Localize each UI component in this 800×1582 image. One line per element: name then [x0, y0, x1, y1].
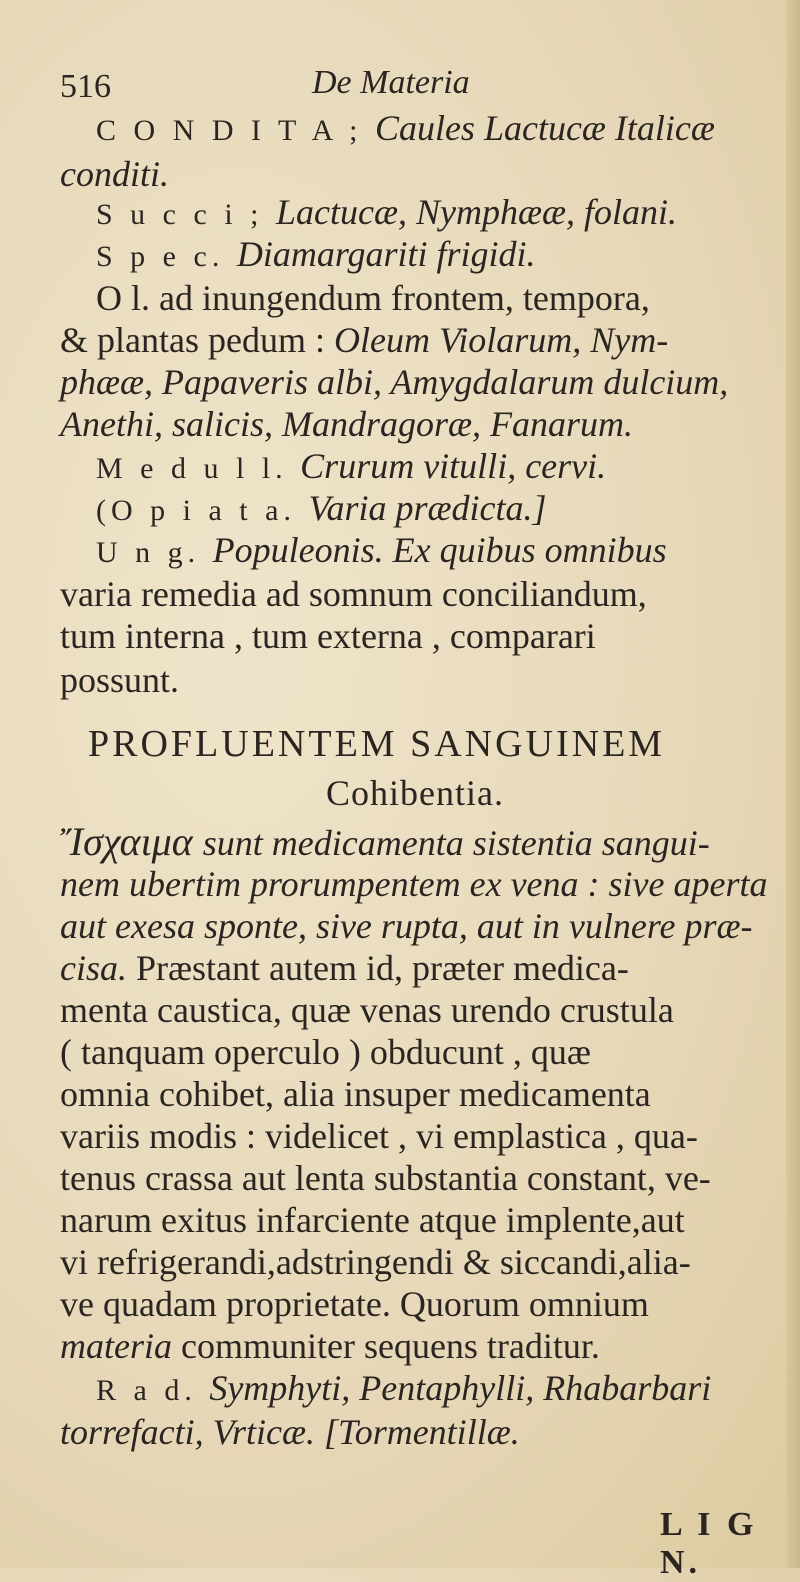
line-italic: sunt medicamenta sistentia sangui- [202, 823, 710, 863]
greek-word: Ἴσχαιμα [60, 819, 203, 864]
text-line [60, 1324, 800, 1368]
text-line [96, 1366, 800, 1413]
line-italic: Populeonis. Ex quibus omnibus [212, 530, 667, 570]
line-roman: Præstant autem id, præter medica- [127, 948, 629, 988]
text-line [60, 946, 800, 990]
line-lead: S p e c. [96, 240, 237, 273]
text-line [60, 1240, 800, 1284]
line-italic: Diamargariti frigidi. [236, 234, 536, 274]
line-italic: cisa. [60, 948, 127, 988]
catchword: L I G N. [660, 1506, 758, 1581]
line-italic: phææ, Papaveris albi, Amygdalarum dulcium, [60, 362, 729, 402]
line-italic: nem ubertim prorumpentem ex vena : sive aperta [60, 864, 768, 904]
text-line [60, 1030, 800, 1074]
line-italic: conditi. [60, 154, 169, 194]
text-line [60, 904, 800, 948]
running-head: De Materia [312, 64, 470, 101]
text-line [96, 232, 800, 279]
line-roman: ve quadam proprietate. Quorum omnium [60, 1284, 649, 1324]
text-line [96, 528, 800, 575]
line-italic: torrefacti, Vrticæ. [Tormentillæ. [60, 1412, 520, 1452]
text-line [60, 1282, 800, 1326]
page-number: 516 [60, 68, 111, 105]
text-line [96, 276, 800, 320]
line-italic: Caules Lactucæ Italicæ [374, 108, 715, 148]
line-roman: variis modis : videlicet , vi emplastica , qua- [60, 1116, 698, 1156]
line-italic: materia [60, 1326, 172, 1366]
line-lead: C O N D I T A ; [96, 114, 375, 147]
line-italic: Symphyti, Pentaphylli, Rhabarbari [209, 1368, 712, 1408]
line-roman: communiter sequens traditur. [172, 1326, 600, 1366]
line-lead: S u c c i ; [96, 198, 276, 231]
text-line [60, 1156, 800, 1200]
text-line [96, 106, 800, 153]
text-line [60, 1114, 800, 1158]
text-line [96, 444, 800, 491]
text-line [60, 1198, 800, 1242]
section-title: PROFLUENTEM SANGUINEM [88, 723, 666, 765]
line-italic: aut exesa sponte, sive rupta, aut in vulnere præ- [60, 906, 753, 946]
text-line [96, 486, 800, 533]
line-italic: Lactucæ, Nymphææ, folani. [276, 192, 678, 232]
text-line [60, 360, 800, 404]
text-line [60, 988, 800, 1032]
line-roman: omnia cohibet, alia insuper medicamenta [60, 1074, 651, 1114]
line-roman: O l. ad inungendum frontem, tempora, [96, 278, 650, 318]
text-line [60, 318, 800, 362]
text-line [60, 402, 800, 446]
line-roman: narum exitus infarciente atque implente,aut [60, 1200, 685, 1240]
line-italic: Oleum Violarum, Nym- [333, 320, 669, 360]
text-line [96, 190, 800, 237]
text-line [60, 1072, 800, 1116]
text-line [60, 614, 800, 658]
line-roman: tenus crassa aut lenta substantia constant, ve- [60, 1158, 711, 1198]
line-lead: (O p i a t a. [96, 494, 309, 527]
text-line [60, 572, 800, 616]
text-line [60, 658, 800, 702]
line-roman: tum interna , tum externa , comparari [60, 616, 596, 656]
line-roman: & plantas pedum : [60, 320, 334, 360]
text-line [60, 1410, 800, 1454]
line-lead: R a d. [96, 1374, 210, 1407]
line-roman: ( tanquam operculo ) obducunt , quæ [60, 1032, 591, 1072]
line-roman: varia remedia ad somnum conciliandum, [60, 574, 647, 614]
section-subtitle: Cohibentia. [326, 773, 504, 813]
line-roman: vi refrigerandi,adstringendi & siccandi,alia- [60, 1242, 691, 1282]
line-roman: menta caustica, quæ venas urendo crustula [60, 990, 674, 1030]
line-italic: Anethi, salicis, Mandragoræ, Fanarum. [60, 404, 633, 444]
line-lead: M e d u l l. [96, 452, 301, 485]
text-line [60, 820, 800, 865]
line-italic: Varia prædicta.] [308, 488, 547, 528]
line-italic: Crurum vitulli, cervi. [300, 446, 607, 486]
line-lead: U n g. [96, 536, 213, 569]
line-roman: possunt. [60, 660, 180, 700]
text-line [60, 862, 800, 906]
